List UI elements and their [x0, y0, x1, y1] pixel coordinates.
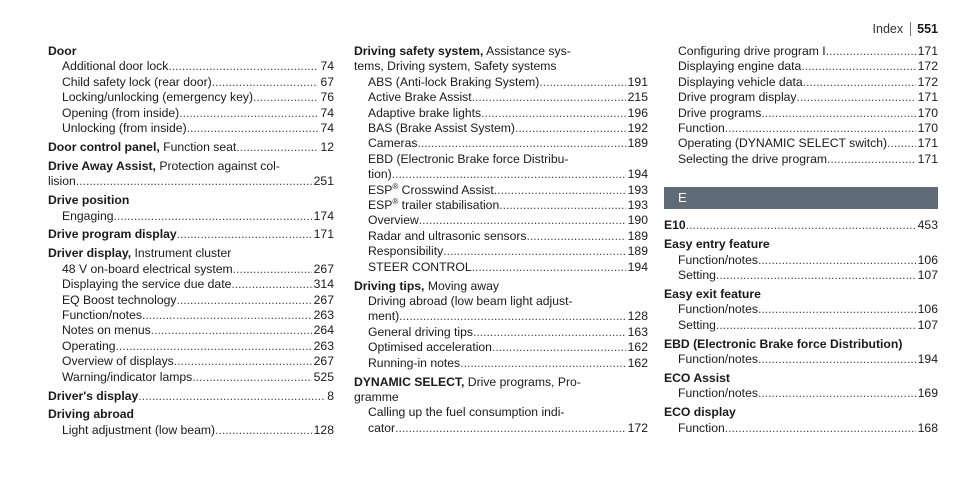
index-subentry [48, 293, 334, 308]
dot-leader [758, 386, 916, 401]
dot-leader [539, 75, 625, 90]
entry-heading: E10 [664, 218, 686, 233]
page-ref[interactable]: 191 [627, 74, 648, 89]
dot-leader [215, 423, 312, 438]
index-entry-driver-display [48, 246, 334, 385]
dot-leader [233, 262, 312, 277]
subentry-label: Running-in notes [368, 355, 461, 370]
entry-text: lision [48, 174, 76, 189]
subentry-label: Locking/unlocking (emergency key) [62, 90, 254, 105]
subentry-label: EQ Boost technology [62, 292, 177, 307]
index-column-1 [48, 44, 334, 438]
subentry-label: Displaying engine data [678, 59, 802, 74]
subentry-label: cator [368, 420, 396, 435]
subentry-label: Optimised acceleration [368, 340, 492, 355]
entry-heading: EBD (Electronic Brake force Distribution) [664, 336, 903, 351]
dot-leader [725, 421, 916, 436]
index-entry-eco-display [664, 405, 938, 436]
dot-leader [392, 167, 626, 182]
dot-leader [399, 309, 626, 324]
index-subentry [664, 302, 938, 317]
index-subentry [354, 244, 648, 259]
page-ref[interactable]: 74 [320, 105, 334, 120]
page-ref[interactable]: 263 [313, 308, 334, 322]
subentry-label: ABS (Anti-lock Braking System) [368, 74, 540, 89]
page-ref[interactable]: 74 [320, 121, 334, 136]
index-subentry [48, 370, 334, 385]
index-row [48, 140, 334, 155]
page-ref[interactable]: 267 [313, 354, 334, 369]
index-subentry [48, 339, 334, 354]
entry-heading: Drive program display [48, 227, 177, 242]
entry-heading: Door control panel, [48, 139, 160, 154]
entry-heading: Easy entry feature [664, 237, 770, 252]
page-number: 551 [917, 22, 938, 36]
index-subentry [664, 268, 938, 283]
page-ref[interactable]: 162 [627, 340, 648, 355]
dot-leader [481, 106, 626, 121]
subentry-label: Displaying vehicle data [678, 74, 803, 89]
index-subentry [664, 386, 938, 401]
subentry-label: Calling up the fuel consumption indi- [368, 405, 565, 420]
index-row [48, 389, 334, 404]
subentry-label: Responsibility [368, 244, 444, 259]
index-entry-door [48, 44, 334, 136]
entry-heading: Easy exit feature [664, 286, 761, 301]
subentry-label: ESP® trailer stabilisation [368, 197, 500, 213]
index-entry-drivers-display [48, 389, 334, 404]
page-ref[interactable]: 76 [320, 90, 334, 105]
subentry-label: Warning/indicator lamps [62, 369, 193, 384]
index-subentry [354, 75, 648, 90]
subentry-label: Function/notes [678, 252, 758, 267]
subentry-label: Driving abroad (low beam light adjust- [368, 294, 573, 308]
entry-heading: DYNAMIC SELECT, [354, 374, 465, 389]
page-ref[interactable]: 170 [917, 121, 938, 136]
page-ref[interactable]: 194 [627, 167, 648, 182]
index-subentry [48, 354, 334, 369]
index-subentry [664, 136, 938, 151]
index-subentry [664, 352, 938, 367]
index-subentry [664, 90, 938, 105]
dot-leader [231, 277, 311, 292]
dot-leader [177, 293, 312, 308]
dot-leader [499, 198, 625, 213]
index-subentry [664, 421, 938, 436]
page-ref[interactable]: 107 [917, 267, 938, 282]
dot-leader [887, 136, 916, 151]
dot-leader [116, 339, 312, 354]
entry-heading: Driving safety system, [354, 44, 484, 58]
page-ref[interactable]: 169 [917, 386, 938, 401]
entry-heading: Drive Away Assist, [48, 158, 156, 173]
dot-leader [527, 229, 626, 244]
page-ref[interactable]: 171 [917, 90, 938, 105]
index-subentry [48, 121, 334, 136]
dot-leader [797, 90, 916, 105]
page-ref[interactable]: 189 [627, 228, 648, 243]
index-entry-driving-tips [354, 279, 648, 371]
page-ref[interactable]: 171 [917, 151, 938, 166]
entry-text: Moving away [424, 278, 499, 293]
index-subentry [48, 209, 334, 224]
dot-leader [417, 136, 625, 151]
index-row [664, 218, 938, 233]
index-subentry [48, 75, 334, 90]
entry-heading: Drive position [48, 193, 130, 208]
page-ref[interactable]: 171 [917, 136, 938, 151]
index-row [48, 174, 334, 189]
subentry-label: Radar and ultrasonic sensors [368, 228, 527, 243]
page-ref[interactable]: 128 [627, 309, 648, 324]
dot-leader [142, 308, 312, 323]
page-ref[interactable]: 263 [313, 338, 334, 353]
dot-leader [177, 227, 312, 242]
entry-heading: Driver's display [48, 388, 139, 403]
dot-leader [236, 140, 318, 155]
dot-leader [827, 152, 916, 167]
entry-heading: ECO display [664, 405, 736, 420]
subentry-label: 48 V on-board electrical system [62, 261, 233, 276]
subentry-label: EBD (Electronic Brake force Distribu- [368, 151, 569, 166]
index-entry-dynamic-select [354, 375, 648, 437]
subentry-label: Function/notes [678, 352, 758, 366]
letter-section-header: E [664, 187, 938, 209]
index-subentry [354, 136, 648, 151]
page-ref[interactable]: 172 [917, 59, 938, 74]
index-entry-door-control-panel [48, 140, 334, 155]
page-ref[interactable]: 189 [627, 244, 648, 259]
subentry-label: Configuring drive program I [678, 44, 826, 58]
subentry-label: ment) [368, 309, 400, 324]
dot-leader [515, 121, 626, 136]
dot-leader [179, 106, 318, 121]
subentry-label: Setting [678, 317, 716, 332]
subentry-label: Unlocking (from inside) [62, 121, 187, 136]
index-subentry [354, 90, 648, 105]
subentry-label: Operating [62, 338, 116, 353]
index-subentry [664, 75, 938, 90]
index-subentry [354, 106, 648, 121]
entry-text: gramme [354, 389, 399, 404]
entry-text: tems, Driving system, Safety systems [354, 59, 557, 74]
dot-leader [761, 106, 915, 121]
index-subentry [664, 152, 938, 167]
index-subentry [354, 183, 648, 198]
subentry-label: Function [678, 420, 725, 435]
subentry-label: ESP® Crosswind Assist [368, 181, 494, 197]
index-subentry [664, 59, 938, 74]
index-subentry [664, 253, 938, 268]
index-column-2 [354, 44, 648, 436]
page-ref[interactable]: 314 [313, 277, 334, 292]
subentry-label: BAS (Brake Assist System) [368, 121, 515, 136]
entry-heading: Driving abroad [48, 407, 135, 422]
subentry-label: Setting [678, 267, 716, 282]
index-subentry [48, 323, 334, 338]
dot-leader [253, 90, 318, 105]
index-column-3 [664, 44, 938, 436]
entry-heading: Driving tips, [354, 278, 425, 293]
index-subentry [48, 106, 334, 121]
index-entry-easy-exit [664, 287, 938, 333]
dot-leader [758, 352, 916, 367]
page-ref[interactable]: 194 [627, 259, 648, 274]
entry-text: Drive programs, Pro- [464, 374, 581, 389]
index-subentry [48, 90, 334, 105]
page-ref[interactable]: 264 [313, 323, 334, 338]
index-entry-dynamic-select-continued [664, 44, 938, 167]
subentry-label: Child safety lock (rear door) [62, 74, 212, 89]
entry-heading: Door [48, 44, 77, 58]
dot-leader [174, 354, 312, 369]
page-ref[interactable]: 193 [627, 198, 648, 213]
dot-leader [187, 121, 319, 136]
subentry-label: Function/notes [678, 302, 758, 317]
subentry-label: Adaptive brake lights [368, 105, 482, 120]
index-subentry [664, 121, 938, 136]
index-subentry [354, 198, 648, 213]
page-ref[interactable]: 74 [320, 59, 334, 74]
dot-leader [826, 44, 916, 59]
page-ref[interactable]: 106 [917, 252, 938, 267]
page-ref[interactable]: 190 [627, 213, 648, 228]
dot-leader [801, 59, 915, 74]
subentry-label: Opening (from inside) [62, 105, 180, 120]
page-ref[interactable]: 106 [917, 302, 938, 317]
section-label: Index [872, 22, 904, 36]
dot-leader [758, 253, 916, 268]
page-ref[interactable]: 171 [917, 44, 938, 58]
dot-leader [492, 340, 626, 355]
index-entry-drive-away-assist [48, 159, 334, 190]
dot-leader [758, 302, 916, 317]
subentry-label: Additional door lock [62, 59, 169, 74]
index-subentry [354, 325, 648, 340]
dot-leader [151, 323, 312, 338]
index-subentry [664, 106, 938, 121]
page-ref[interactable]: 8 [327, 388, 334, 403]
dot-leader [168, 59, 318, 74]
subentry-label: Function/notes [62, 308, 142, 322]
dot-leader [472, 260, 626, 275]
subentry-label: Operating (DYNAMIC SELECT switch) [678, 136, 888, 151]
dot-leader [686, 218, 916, 233]
index-subentry [354, 309, 648, 324]
dot-leader [473, 325, 626, 340]
entry-text: Assistance sys- [483, 44, 571, 58]
page-ref[interactable]: 128 [313, 422, 334, 437]
subentry-label: tion) [368, 167, 392, 182]
dot-leader [494, 183, 626, 198]
subentry-label: STEER CONTROL [368, 259, 472, 274]
subentry-label: Function [678, 121, 725, 136]
dot-leader [76, 174, 312, 189]
index-entry-e10 [664, 218, 938, 233]
subentry-label: Engaging [62, 208, 114, 223]
index-row [48, 227, 334, 242]
dot-leader [725, 121, 916, 136]
dot-leader [472, 90, 626, 105]
page-ref[interactable]: 193 [627, 182, 648, 197]
entry-text: Function seat [159, 139, 237, 154]
dot-leader [192, 370, 311, 385]
subentry-label: Cameras [368, 136, 418, 151]
index-subentry [354, 229, 648, 244]
subentry-label: Drive programs [678, 105, 762, 120]
index-entry-easy-entry [664, 237, 938, 283]
index-subentry [48, 277, 334, 292]
index-entry-eco-assist [664, 371, 938, 402]
dot-leader [716, 268, 916, 283]
subentry-label: Light adjustment (low beam) [62, 422, 216, 437]
subentry-label: Active Brake Assist [368, 90, 472, 105]
index-entry-ebd [664, 337, 938, 368]
subentry-label: Displaying the service due date [62, 277, 232, 292]
index-subentry [48, 262, 334, 277]
subentry-label: Overview [368, 213, 419, 228]
page-ref[interactable]: 215 [627, 90, 648, 105]
dot-leader [443, 244, 625, 259]
index-entry-driving-abroad [48, 407, 334, 438]
dot-leader [419, 213, 626, 228]
page-ref[interactable]: 192 [627, 121, 648, 136]
dot-leader [803, 75, 916, 90]
page-ref[interactable]: 194 [917, 352, 938, 366]
index-subentry [48, 308, 334, 323]
subentry-label: Overview of displays [62, 354, 174, 369]
page-ref[interactable]: 107 [917, 317, 938, 332]
entry-heading: ECO Assist [664, 370, 730, 385]
page-ref[interactable]: 267 [313, 261, 334, 276]
page-ref[interactable]: 163 [627, 324, 648, 339]
page-ref[interactable]: 171 [313, 227, 334, 242]
subentry-label: General driving tips [368, 324, 473, 339]
index-subentry [354, 421, 648, 436]
page-ref[interactable]: 168 [917, 420, 938, 435]
index-entry-drive-program-display [48, 227, 334, 242]
page-ref[interactable]: 251 [313, 174, 334, 189]
subentry-label: Function/notes [678, 386, 758, 401]
index-subentry [354, 213, 648, 228]
page-ref[interactable]: 172 [917, 74, 938, 89]
dot-leader [212, 75, 319, 90]
index-subentry [354, 340, 648, 355]
entry-text: Instrument cluster [131, 246, 232, 261]
page-ref[interactable]: 172 [627, 420, 648, 435]
page-ref[interactable]: 170 [917, 105, 938, 120]
page-ref[interactable]: 12 [320, 139, 334, 154]
index-subentry [354, 167, 648, 182]
page-ref[interactable]: 525 [313, 369, 334, 384]
page-ref[interactable]: 162 [627, 355, 648, 370]
index-subentry [664, 318, 938, 333]
entry-heading: Driver display, [48, 246, 132, 261]
page-ref[interactable]: 267 [313, 292, 334, 307]
index-subentry [48, 59, 334, 74]
index-entry-driving-safety-system [354, 44, 648, 275]
page-header [873, 22, 938, 36]
dot-leader [114, 209, 312, 224]
page-ref[interactable]: 189 [627, 136, 648, 151]
index-subentry [354, 121, 648, 136]
index-subentry [664, 44, 938, 59]
index-subentry [354, 260, 648, 275]
dot-leader [395, 421, 626, 436]
page-ref[interactable]: 67 [320, 74, 334, 89]
dot-leader [460, 356, 626, 371]
index-entry-drive-position [48, 193, 334, 224]
subentry-label: Notes on menus [62, 323, 151, 338]
dot-leader [138, 389, 325, 404]
entry-text: Protection against col- [155, 158, 280, 173]
page-ref[interactable]: 453 [917, 218, 938, 233]
index-subentry [354, 356, 648, 371]
page-ref[interactable]: 174 [313, 208, 334, 223]
subentry-label: Selecting the drive program [678, 151, 828, 166]
subentry-label: Drive program display [678, 90, 797, 105]
index-subentry [48, 423, 334, 438]
page-ref[interactable]: 196 [627, 105, 648, 120]
dot-leader [716, 318, 916, 333]
